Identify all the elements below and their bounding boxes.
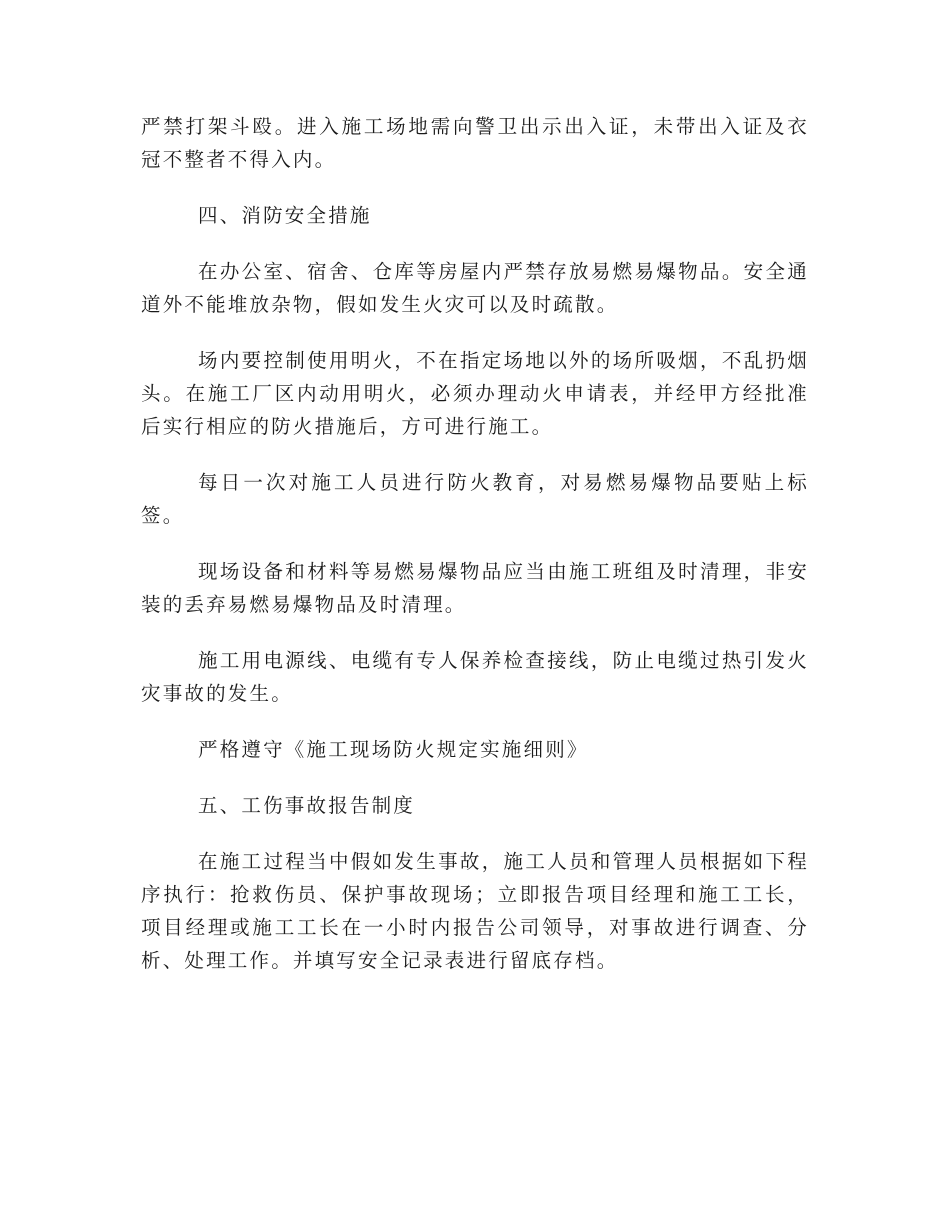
section-heading-injury-reporting: 五、工伤事故报告制度 (198, 794, 416, 817)
paragraph-no-brawling: 严禁打架斗殴。进入施工场地需向警卫出示出入证，未带出入证及衣冠不整者不得入内。 (141, 115, 809, 171)
paragraph-fire-education: 每日一次对施工人员进行防火教育，对易燃易爆物品要贴上标签。 (141, 471, 809, 527)
section-heading-fire-safety: 四、消防安全措施 (198, 204, 372, 227)
paragraph-flammable-storage: 在办公室、宿舍、仓库等房屋内严禁存放易燃易爆物品。安全通道外不能堆放杂物，假如发生火灾可以及时疏散。 (141, 260, 809, 316)
document-body (141, 110, 809, 1000)
paragraph-accident-procedure: 在施工过程当中假如发生事故，施工人员和管理人员根据如下程序执行：抢救伤员、保护事故现场；立即报告项目经理和施工工长，项目经理或施工工长在一小时内报告公司领导，对事故进行调查、分析、处理工作。并填写安全记录表进行留底存档。 (141, 850, 809, 972)
paragraph-material-cleanup: 现场设备和材料等易燃易爆物品应当由施工班组及时清理，非安装的丢弃易燃易爆物品及时清理。 (141, 560, 809, 616)
paragraph-cable-maintenance: 施工用电源线、电缆有专人保养检查接线，防止电缆过热引发火灾事故的发生。 (141, 649, 809, 705)
paragraph-open-flame-control: 场内要控制使用明火，不在指定场地以外的场所吸烟，不乱扔烟头。在施工厂区内动用明火，必须办理动火申请表，并经甲方经批准后实行相应的防火措施后，方可进行施工。 (141, 349, 809, 438)
paragraph-fire-regulations: 严格遵守《施工现场防火规定实施细则》 (198, 738, 589, 761)
